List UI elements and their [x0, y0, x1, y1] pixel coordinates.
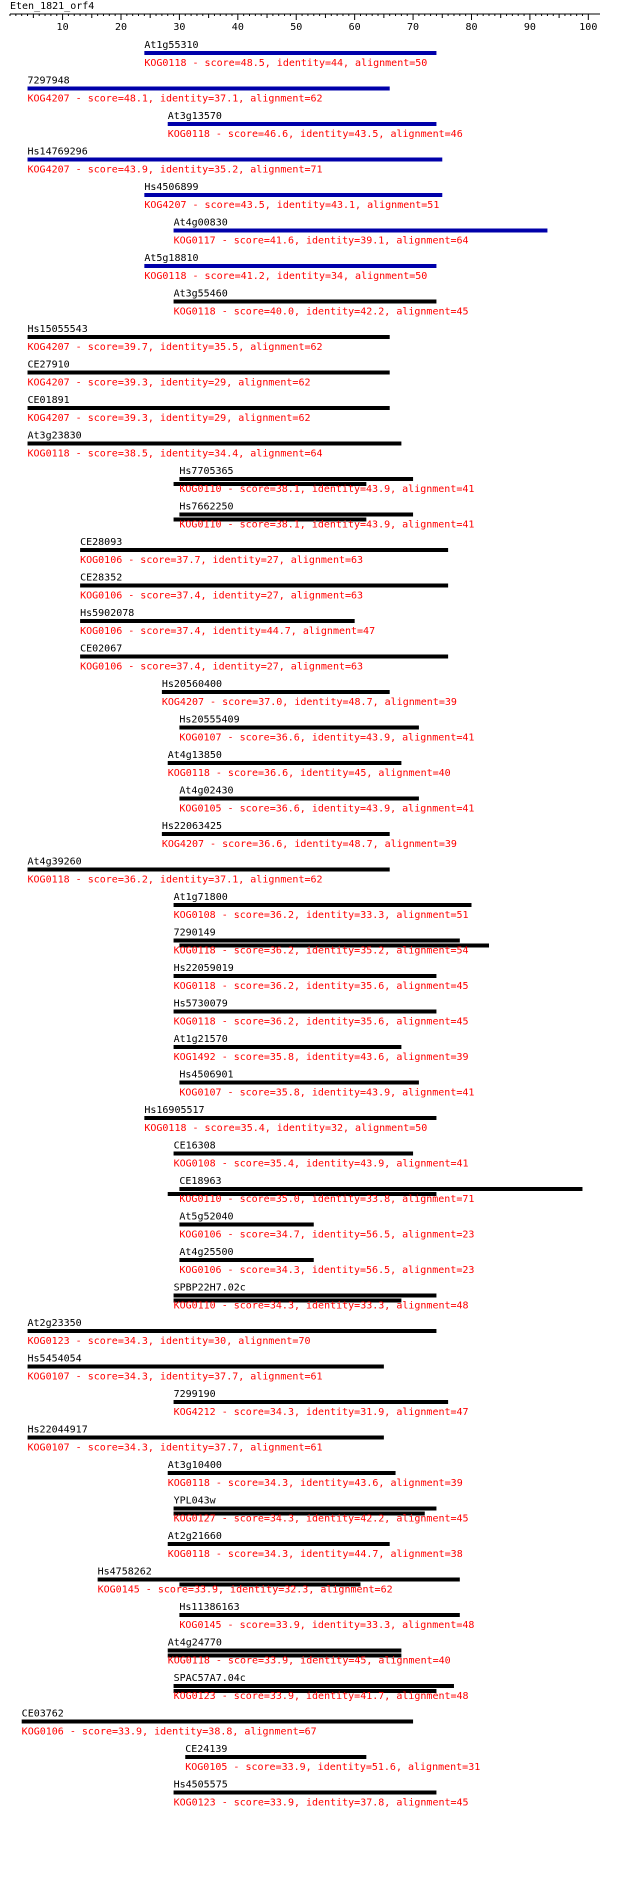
hit-description: KOG4212 - score=34.3, identity=31.9, alignment=47: [173, 1407, 469, 1418]
hit-row: [22, 1709, 413, 1738]
hit-description: KOG4207 - score=43.5, identity=43.1, alignment=51: [144, 200, 440, 211]
hit-name[interactable]: At5g52040: [179, 1211, 234, 1223]
hit-bar: [28, 87, 390, 91]
hit-description: KOG0106 - score=37.4, identity=44.7, alignment=47: [80, 626, 376, 637]
hit-bar: [28, 406, 390, 410]
hit-name[interactable]: 7297948: [27, 75, 70, 87]
hit-bar: [28, 1365, 384, 1369]
hit-bar: [80, 584, 448, 588]
hit-bar: [179, 1613, 459, 1617]
hit-description: KOG4207 - score=39.3, identity=29, alignment=62: [27, 413, 311, 424]
hit-name[interactable]: At4g39260: [27, 856, 82, 868]
hit-bar: [22, 1720, 413, 1724]
hit-description: KOG4207 - score=48.1, identity=37.1, alignment=62: [27, 93, 323, 105]
hit-description: KOG0107 - score=36.6, identity=43.9, alignment=41: [179, 732, 475, 744]
hit-bar: [179, 1187, 582, 1191]
hit-row: [168, 1460, 463, 1489]
hit-description: KOG4207 - score=37.0, identity=48.7, alignment=39: [161, 697, 457, 708]
hit-description: KOG0106 - score=37.7, identity=27, alignment=63: [80, 555, 364, 566]
hit-name[interactable]: Hs7705365: [179, 466, 234, 477]
hit-row: [174, 1673, 469, 1702]
hit-row: [179, 1070, 474, 1099]
hit-row: [80, 608, 375, 637]
hit-row: [28, 76, 390, 105]
hit-name[interactable]: At3g13570: [167, 111, 222, 122]
hit-description: KOG0118 - score=36.6, identity=45, alignment=40: [167, 768, 451, 779]
hit-description: KOG1492 - score=35.8, identity=43.6, alignment=39: [173, 1052, 469, 1063]
axis-tick-label: 50: [290, 22, 303, 33]
hit-description: KOG0118 - score=33.9, identity=45, alignment=40: [167, 1655, 451, 1667]
hit-row: [80, 537, 448, 566]
hit-bar: [174, 1507, 437, 1511]
hit-name[interactable]: Hs5730079: [173, 998, 228, 1010]
hit-bar: [168, 122, 437, 126]
hit-bar: [28, 868, 390, 872]
hit-description: KOG0110 - score=38.1, identity=43.9, alignment=41: [179, 519, 475, 531]
hit-name[interactable]: CE28352: [80, 572, 123, 584]
hit-description: KOG0106 - score=33.9, identity=38.8, alignment=67: [21, 1726, 317, 1738]
hit-name[interactable]: CE02067: [80, 643, 123, 655]
hit-bar: [28, 1436, 384, 1440]
hit-bar: [174, 1400, 449, 1404]
hit-bar: [174, 300, 437, 304]
hit-row: [144, 40, 436, 69]
hit-bar: [168, 1649, 402, 1653]
hit-row: [168, 111, 463, 140]
hit-row: [28, 1425, 384, 1454]
hit-description: KOG0118 - score=40.0, identity=42.2, alignment=45: [173, 306, 469, 318]
hit-name[interactable]: SPAC57A7.04c: [173, 1673, 246, 1684]
hit-name[interactable]: Hs22063425: [161, 821, 223, 832]
axis-tick-label: 80: [465, 22, 478, 33]
hit-name[interactable]: Hs4505575: [173, 1779, 228, 1791]
hit-row: [174, 892, 472, 921]
hit-bar: [162, 690, 390, 694]
axis-tick-label: 20: [114, 22, 128, 33]
axis-tick-label: 60: [348, 22, 361, 33]
hit-row: [28, 147, 443, 176]
hit-name[interactable]: At1g21570: [173, 1034, 228, 1045]
hit-row: [179, 1247, 474, 1276]
hit-row: [174, 1389, 469, 1418]
hit-bar: [144, 193, 442, 197]
hit-bar: [80, 655, 448, 659]
hit-bar: [179, 797, 419, 801]
hit-bar: [28, 371, 390, 375]
chart-title: Eten_1821_orf4: [10, 1, 95, 12]
axis-tick-label: 100: [579, 22, 598, 33]
hit-description: KOG0106 - score=34.7, identity=56.5, alignment=23: [179, 1229, 475, 1241]
hit-name[interactable]: Hs20555409: [179, 714, 240, 726]
hit-name[interactable]: At2g21660: [167, 1531, 222, 1542]
hit-name[interactable]: CE18963: [179, 1176, 222, 1187]
hit-description: KOG0118 - score=41.2, identity=34, alignment=50: [144, 271, 428, 282]
hit-name[interactable]: Hs15055543: [27, 324, 88, 335]
hit-row: [144, 182, 442, 211]
hit-description: KOG4207 - score=43.9, identity=35.2, alignment=71: [27, 164, 323, 176]
hit-description: KOG0117 - score=41.6, identity=39.1, alignment=64: [173, 235, 469, 247]
hit-description: KOG0118 - score=35.4, identity=32, alignment=50: [144, 1123, 428, 1134]
hit-name[interactable]: At4g13850: [167, 750, 222, 761]
hit-name[interactable]: Hs7662250: [179, 501, 234, 513]
hit-row: [144, 253, 436, 282]
hit-name[interactable]: At4g25500: [179, 1247, 234, 1258]
axis-ticks: [10, 14, 597, 33]
axis-tick-label: 40: [231, 22, 244, 33]
hit-bar: [80, 548, 448, 552]
hit-bar: [174, 1045, 402, 1049]
hit-name[interactable]: Hs22059019: [173, 963, 234, 974]
hit-name[interactable]: CE16308: [173, 1140, 216, 1152]
hit-description: KOG0107 - score=35.8, identity=43.9, alignment=41: [179, 1087, 475, 1099]
hit-description: KOG0105 - score=33.9, identity=51.6, alignment=31: [185, 1762, 481, 1773]
hit-name[interactable]: CE28093: [80, 537, 123, 548]
hit-description: KOG0145 - score=33.9, identity=32.3, alignment=62: [97, 1584, 393, 1596]
axis-tick-label: 90: [523, 22, 536, 33]
hit-bar: [179, 726, 419, 730]
hit-row: [28, 1354, 384, 1383]
hit-row: [28, 857, 390, 886]
hit-description: KOG0118 - score=34.3, identity=44.7, alignment=38: [167, 1549, 463, 1560]
hit-description: KOG4207 - score=39.3, identity=29, alignment=62: [27, 377, 311, 389]
hit-name[interactable]: Hs4506899: [144, 182, 199, 193]
hit-row: [80, 573, 448, 602]
hit-name[interactable]: At3g55460: [173, 288, 228, 300]
hit-description: KOG0118 - score=46.6, identity=43.5, alignment=46: [167, 129, 463, 140]
hit-bar: [174, 1152, 414, 1156]
hit-description: KOG0107 - score=34.3, identity=37.7, alignment=61: [27, 1442, 323, 1454]
hit-description: KOG0118 - score=36.2, identity=35.6, alignment=45: [173, 1016, 469, 1028]
hit-name[interactable]: Hs20560400: [161, 679, 223, 690]
hit-description: KOG0145 - score=33.9, identity=33.3, alignment=48: [179, 1620, 475, 1631]
axis-tick-label: 70: [407, 22, 420, 33]
hit-description: KOG0118 - score=48.5, identity=44, alignment=50: [144, 58, 428, 69]
axis-tick-label: 10: [56, 22, 69, 33]
hit-description: KOG0110 - score=34.3, identity=33.3, alignment=48: [173, 1300, 469, 1312]
hit-bar: [179, 513, 413, 517]
hit-bar: [144, 51, 436, 55]
hit-name[interactable]: Hs4506901: [179, 1069, 234, 1081]
hit-name[interactable]: At4g00830: [173, 217, 228, 229]
hit-bar: [174, 1684, 454, 1688]
hit-name[interactable]: Hs14769296: [27, 146, 88, 158]
hit-row: [174, 1034, 469, 1063]
hit-list: [22, 40, 583, 1809]
hit-bar: [174, 903, 472, 907]
hit-bar: [179, 477, 413, 481]
hit-name[interactable]: 7290149: [173, 927, 216, 939]
hit-name[interactable]: 7299190: [173, 1389, 216, 1400]
hit-bar: [168, 1471, 396, 1475]
hit-description: KOG0118 - score=38.5, identity=34.4, alignment=64: [27, 448, 323, 460]
hit-row: [174, 289, 469, 318]
hit-description: KOG0108 - score=36.2, identity=33.3, alignment=51: [173, 910, 469, 921]
hit-row: [168, 1638, 451, 1667]
hit-description: KOG0123 - score=33.9, identity=37.8, alignment=45: [173, 1797, 469, 1809]
hit-name[interactable]: At4g02430: [179, 785, 234, 797]
hit-description: KOG0106 - score=37.4, identity=27, alignment=63: [80, 661, 364, 673]
hit-row: [162, 821, 457, 850]
hit-bar: [179, 1081, 419, 1085]
hit-row: [28, 1318, 437, 1347]
hit-bar: [28, 335, 390, 339]
hit-bar: [28, 158, 443, 162]
hit-row: [174, 466, 475, 495]
hit-row: [174, 928, 489, 957]
hit-description: KOG4207 - score=36.6, identity=48.7, alignment=39: [161, 839, 457, 850]
hit-name[interactable]: CE01891: [27, 395, 70, 406]
hit-row: [185, 1744, 480, 1773]
hit-bar: [174, 1791, 437, 1795]
hit-description: KOG0118 - score=36.2, identity=35.2, alignment=54: [173, 945, 469, 957]
hit-row: [179, 786, 474, 815]
hit-bar: [28, 442, 402, 446]
hit-name[interactable]: At3g23830: [27, 430, 82, 442]
hit-row: [28, 395, 390, 424]
hit-name[interactable]: CE24139: [185, 1744, 228, 1755]
hit-bar: [80, 619, 355, 623]
hit-row: [174, 1141, 469, 1170]
hit-row: [28, 360, 390, 389]
hit-row: [174, 1496, 469, 1525]
hit-name[interactable]: Hs22044917: [27, 1424, 88, 1436]
hit-name[interactable]: Hs5902078: [80, 608, 135, 619]
hit-name[interactable]: Hs16905517: [144, 1105, 205, 1116]
hit-name[interactable]: At2g23350: [27, 1318, 82, 1329]
hit-bar: [144, 1116, 436, 1120]
hit-row: [174, 1780, 469, 1809]
hit-bar: [28, 1329, 437, 1333]
hit-name[interactable]: Hs4758262: [97, 1566, 152, 1578]
hit-name[interactable]: At1g71800: [173, 892, 228, 903]
hit-description: KOG0107 - score=34.3, identity=37.7, alignment=61: [27, 1371, 323, 1383]
hit-description: KOG0110 - score=38.1, identity=43.9, alignment=41: [179, 484, 475, 495]
hit-row: [174, 218, 548, 247]
hit-name[interactable]: CE27910: [27, 359, 70, 371]
hit-row: [168, 1176, 583, 1205]
hit-row: [179, 715, 474, 744]
hit-row: [174, 999, 469, 1028]
hit-description: KOG0123 - score=33.9, identity=41.7, alignment=48: [173, 1691, 469, 1702]
hit-bar: [174, 1294, 437, 1298]
hit-bar: [174, 974, 437, 978]
hit-row: [28, 324, 390, 353]
hit-description: KOG4207 - score=39.7, identity=35.5, alignment=62: [27, 342, 323, 353]
hit-bar: [174, 1010, 437, 1014]
hit-name[interactable]: At1g55310: [144, 40, 199, 51]
hit-row: [168, 750, 451, 779]
hit-name[interactable]: YPL043w: [173, 1495, 216, 1507]
hit-description: KOG0105 - score=36.6, identity=43.9, alignment=41: [179, 803, 475, 815]
hit-name[interactable]: Hs11386163: [179, 1602, 240, 1613]
hit-description: KOG0106 - score=37.4, identity=27, alignment=63: [80, 590, 364, 602]
hit-bar: [174, 229, 548, 233]
hit-row: [179, 1602, 474, 1631]
hit-description: KOG0118 - score=34.3, identity=43.6, alignment=39: [167, 1478, 463, 1489]
hit-row: [179, 1212, 474, 1241]
hit-description: KOG0108 - score=35.4, identity=43.9, alignment=41: [173, 1158, 469, 1170]
hit-row: [174, 963, 469, 992]
hit-name[interactable]: At3g10400: [167, 1460, 222, 1471]
hit-name[interactable]: At5g18810: [144, 253, 199, 264]
hit-bar: [144, 264, 436, 268]
hit-row: [98, 1567, 460, 1596]
hit-row: [80, 644, 448, 673]
hit-name[interactable]: CE03762: [21, 1708, 64, 1720]
hit-row: [174, 1283, 469, 1312]
hit-bar: [162, 832, 390, 836]
hit-bar: [174, 939, 460, 943]
hit-description: KOG0106 - score=34.3, identity=56.5, alignment=23: [179, 1265, 475, 1276]
hit-description: KOG0110 - score=35.0, identity=33.8, alignment=71: [179, 1194, 475, 1205]
hit-name[interactable]: Hs5454054: [27, 1353, 82, 1365]
hit-row: [162, 679, 457, 708]
hit-description: KOG0118 - score=36.2, identity=37.1, alignment=62: [27, 874, 323, 886]
hit-name[interactable]: SPBP22H7.02c: [173, 1282, 246, 1294]
hit-bar: [168, 761, 402, 765]
hit-row: [174, 502, 475, 531]
axis-tick-label: 30: [173, 22, 186, 33]
hit-row: [28, 431, 402, 460]
hit-row: [144, 1105, 436, 1134]
hit-name[interactable]: At4g24770: [167, 1637, 222, 1649]
hit-bar: [179, 1223, 313, 1227]
hit-bar: [168, 1542, 390, 1546]
hit-bar: [179, 1258, 313, 1262]
hit-description: KOG0123 - score=34.3, identity=30, alignment=70: [27, 1336, 311, 1347]
hit-description: KOG0118 - score=36.2, identity=35.6, alignment=45: [173, 981, 469, 992]
hit-bar: [98, 1578, 460, 1582]
hit-row: [168, 1531, 463, 1560]
hit-description: KOG0127 - score=34.3, identity=42.2, alignment=45: [173, 1513, 469, 1525]
hit-bar: [185, 1755, 366, 1759]
